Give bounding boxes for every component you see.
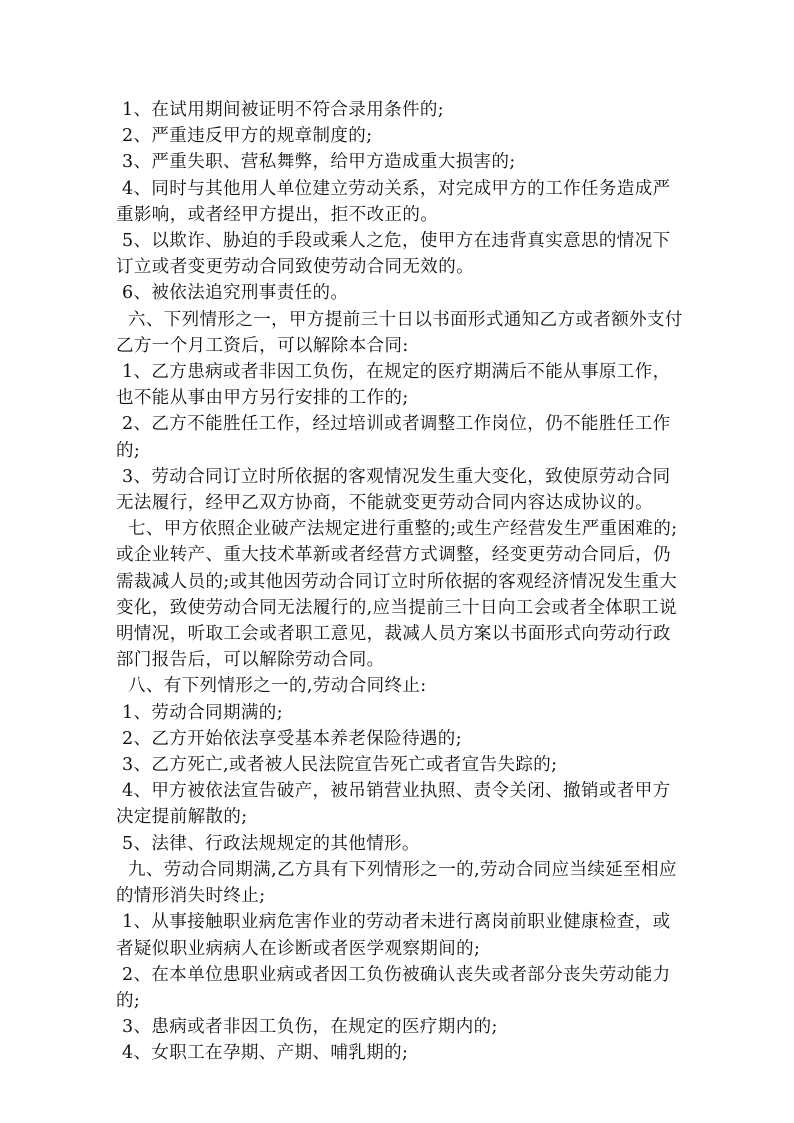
clause-item-5: 5、以欺诈、胁迫的手段或乘人之危，使甲方在违背真实意思的情况下订立或者变更劳动合同致使劳动合同无效的。 xyxy=(116,231,671,278)
section-nine-item-2: 2、在本单位患职业病或者因工负伤被确认丧失或者部分丧失劳动能力的; xyxy=(116,964,671,1011)
section-six-item-3: 3、劳动合同订立时所依据的客观情况发生重大变化，致使原劳动合同无法履行，经甲乙双方协商，不能就变更劳动合同内容达成协议的。 xyxy=(116,466,671,514)
section-eight-item-3: 3、乙方死亡,或者被人民法院宣告死亡或者宣告失踪的; xyxy=(116,755,558,776)
clause-item-2: 2、严重违反甲方的规章制度的; xyxy=(116,126,373,147)
section-six-item-2: 2、乙方不能胜任工作，经过培训或者调整工作岗位，仍不能胜任工作的; xyxy=(116,414,671,461)
section-eight-item-5: 5、法律、行政法规规定的其他情形。 xyxy=(116,833,420,854)
clause-item-1: 1、在试用期间被证明不符合录用条件的; xyxy=(116,100,445,120)
clause-item-4: 4、同时与其他用人单位建立劳动关系，对完成甲方的工作任务造成严重影响，或者经甲方提出，拒不改正的。 xyxy=(116,178,671,225)
section-nine-heading: 九、劳动合同期满,乙方具有下列情形之一的,劳动合同应当续延至相应的情形消失时终止; xyxy=(116,859,677,907)
section-six-heading: 六、下列情形之一，甲方提前三十日以书面形式通知乙方或者额外支付乙方一个月工资后，可以解除本合同: xyxy=(116,309,683,356)
section-eight-item-1: 1、劳动合同期满的; xyxy=(116,702,283,723)
clause-item-3: 3、严重失职、营私舞弊，给甲方造成重大损害的; xyxy=(116,152,516,173)
section-nine-item-3: 3、患病或者非因工负伤，在规定的医疗期内的; xyxy=(116,1017,498,1038)
clause-item-6: 6、被依法追究刑事责任的。 xyxy=(116,283,349,304)
section-eight-item-2: 2、乙方开始依法享受基本养老保险待遇的; xyxy=(116,728,462,749)
section-nine-item-4: 4、女职工在孕期、产期、哺乳期的; xyxy=(116,1043,409,1064)
contract-text xyxy=(116,97,686,1067)
section-nine-item-1: 1、从事接触职业病危害作业的劳动者未进行离岗前职业健康检查，或者疑似职业病病人在诊断或者医学观察期间的; xyxy=(116,912,671,959)
section-six-item-1: 1、乙方患病或者非因工负伤，在规定的医疗期满后不能从事原工作，也不能从事由甲方另行安排的工作的; xyxy=(116,362,671,409)
section-eight-item-4: 4、甲方被依法宣告破产，被吊销营业执照、责令关闭、撤销或者甲方决定提前解散的; xyxy=(116,781,671,828)
section-eight-heading: 八、有下列情形之一的,劳动合同终止: xyxy=(116,676,427,697)
section-seven: 七、甲方依照企业破产法规定进行重整的;或生产经营发生严重困难的;或企业转产、重大技术革新或者经营方式调整，经变更劳动合同后，仍需裁减人员的;或其他因劳动合同订立时所依据的客观经济情况发生重大变化，致使劳动合同无法履行的,应当提前三十日向工会或者全体职工说明情况，听取工会或者职工意见，裁减人员方案以书面形式向劳动行政部门报告后，可以解除劳动合同。 xyxy=(116,519,678,671)
